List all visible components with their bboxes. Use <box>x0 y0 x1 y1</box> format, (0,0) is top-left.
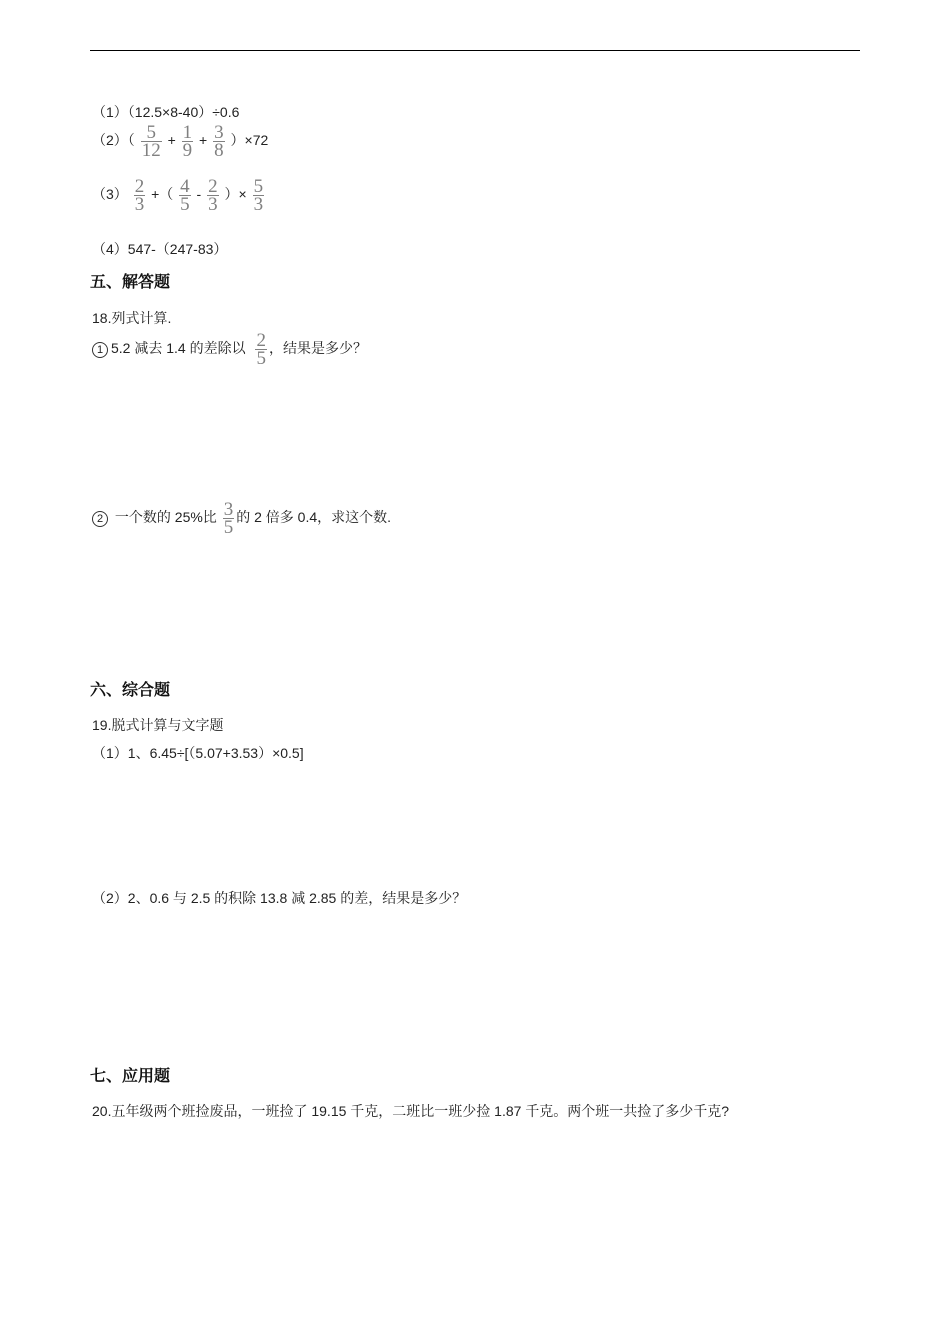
numerator: 2 <box>134 176 145 197</box>
numerator: 3 <box>214 122 224 143</box>
numerator: 5 <box>146 122 156 143</box>
numerator: 2 <box>208 176 218 197</box>
expr-prefix: （3） <box>92 186 128 203</box>
expr-prefix: （2）（ <box>92 132 135 149</box>
denominator: 3 <box>253 194 264 215</box>
fraction <box>182 122 194 161</box>
numerator: 2 <box>256 330 266 351</box>
question-text: 的 2 倍多 0.4，求这个数. <box>236 509 392 526</box>
numerator: 5 <box>253 176 264 197</box>
denominator: 5 <box>180 194 190 215</box>
question-20: 20.五年级两个班捡废品，一班捡了 19.15 千克，二班比一班少捡 1.87 千克。两个班一共捡了多少千克? <box>92 1103 730 1119</box>
problem-17-4: （4）547-（247-83） <box>92 241 228 257</box>
denominator: 5 <box>223 517 234 538</box>
operator: + <box>199 132 208 149</box>
question-19-part-1: （1）1、6.45÷[（5.07+3.53）×0.5] <box>92 745 304 761</box>
fraction <box>134 176 146 215</box>
numerator: 3 <box>223 499 234 520</box>
denominator: 12 <box>141 140 161 161</box>
numerator: 4 <box>180 176 190 197</box>
fraction <box>253 176 265 215</box>
section-6-title: 六、综合题 <box>90 682 171 699</box>
denominator: 3 <box>134 194 145 215</box>
question-19-part-2: （2）2、0.6 与 2.5 的积除 13.8 减 2.85 的差，结果是多少？ <box>92 890 467 906</box>
denominator: 9 <box>182 140 193 161</box>
question-19-title: 19.脱式计算与文字题 <box>92 717 224 733</box>
problem-17-3 <box>92 176 266 215</box>
fraction <box>179 176 191 215</box>
question-18-title: 18.列式计算. <box>92 310 172 326</box>
denominator: 5 <box>256 348 266 369</box>
expr-suffix: ）×72 <box>230 132 269 149</box>
question-text: ，结果是多少？ <box>268 340 367 357</box>
fraction <box>223 499 235 538</box>
numerator: 1 <box>182 122 193 143</box>
question-18-part-2 <box>92 499 392 538</box>
denominator: 3 <box>208 194 218 215</box>
fraction <box>141 122 162 161</box>
section-5-title: 五、解答题 <box>90 274 171 291</box>
question-text: 5.2 减去 1.4 的差除以 <box>111 340 246 357</box>
fraction <box>213 122 225 161</box>
circled-number-marker: 1 <box>92 342 108 358</box>
operator: - <box>196 186 202 203</box>
circled-number-marker: 2 <box>92 511 108 527</box>
section-7-title: 七、应用题 <box>90 1068 171 1085</box>
header-rule <box>90 50 860 51</box>
denominator: 8 <box>214 140 224 161</box>
question-text: 一个数的 25%比 <box>111 509 217 526</box>
operator: +（ <box>151 186 174 203</box>
operator: + <box>167 132 176 149</box>
problem-17-1: （1）（12.5×8-40）÷0.6 <box>92 104 240 120</box>
fraction <box>255 330 267 369</box>
question-18-part-1 <box>92 330 367 369</box>
problem-17-2 <box>92 122 269 161</box>
operator: ）× <box>224 186 247 203</box>
fraction <box>207 176 219 215</box>
